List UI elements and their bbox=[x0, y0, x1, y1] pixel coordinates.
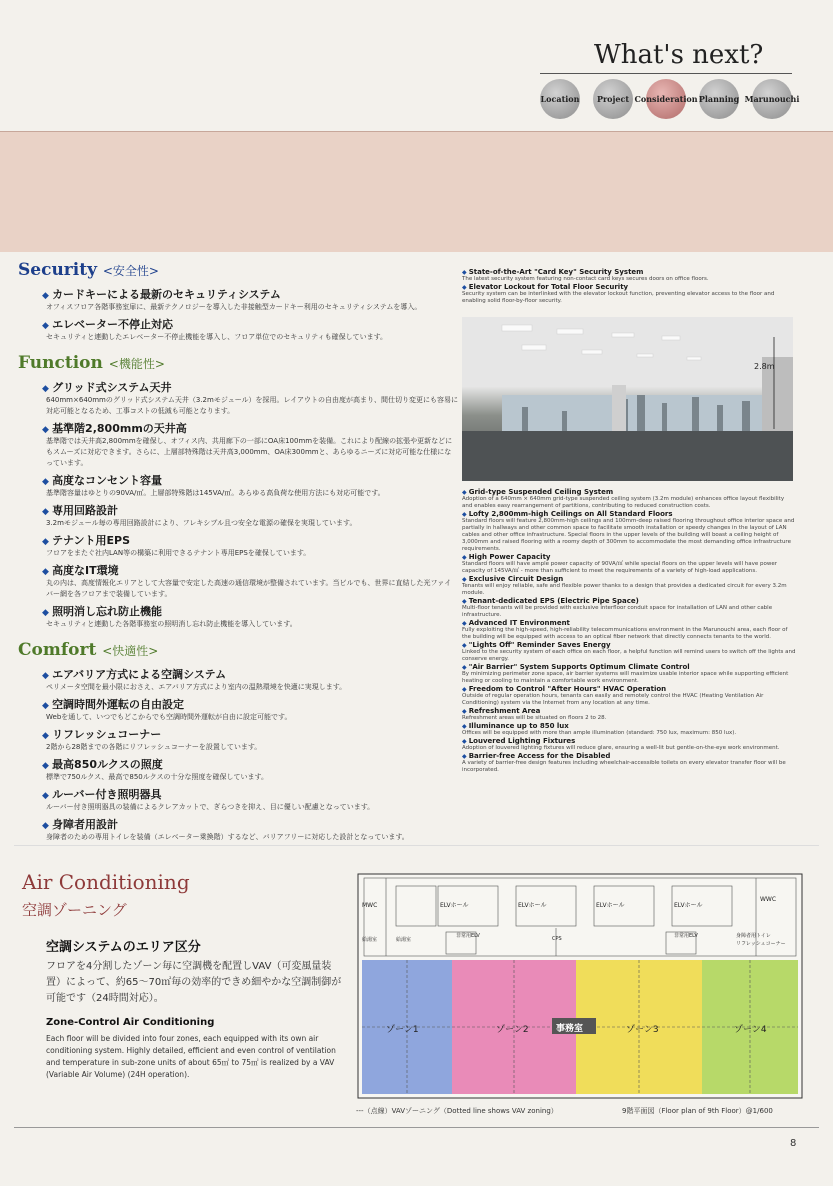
zoning-heading-en: Zone-Control Air Conditioning bbox=[46, 1017, 215, 1028]
list-item-desc: フロアをまたぐ社内LAN等の構築に利用できるテナント専用EPSを確保しています。 bbox=[46, 549, 311, 557]
decorative-band bbox=[0, 131, 833, 252]
feature-desc: Standard floors will have ample power capacity of 90VA/㎡ while special floors on the upper levels will have power capacity of 145VA/㎡ - more than sufficient to meet the requirements of a variety of high-load applications. bbox=[462, 561, 778, 574]
list-item-title: ◆ リフレッシュコーナー bbox=[42, 726, 458, 742]
feature-desc: By minimizing perimeter zone space, air barrier systems will maximize usable interior space while supporting efficient heating or cooling to maintain a comfortable work environment. bbox=[462, 671, 789, 684]
plan-label-kitchen: 給湯室 bbox=[362, 937, 378, 943]
list-item-title: ◆ 身障者用設計 bbox=[42, 816, 458, 832]
plan-label-refresh-corner: リフレッシュコーナー bbox=[736, 941, 786, 947]
list-item-title: ◆ 基準階2,800mmの天井高 bbox=[42, 420, 458, 436]
nav-location[interactable]: Location bbox=[540, 79, 580, 119]
nav-consideration[interactable]: Consideration bbox=[646, 79, 686, 119]
feature-desc: Security system can be interlinked with the elevator lockout function, preventing elevator access to the floor and enabling solid floor-by-floor security. bbox=[462, 291, 775, 304]
plan-label-emergency-elv: 非常用ELV bbox=[456, 933, 480, 939]
floor-plan-drawing bbox=[356, 872, 804, 1102]
nav-project[interactable]: Project bbox=[593, 79, 633, 119]
feature-title: ◆ Exclusive Circuit Design bbox=[462, 575, 796, 583]
feature-title: ◆ Advanced IT Environment bbox=[462, 619, 796, 627]
page-number: 8 bbox=[790, 1138, 797, 1149]
list-item-desc: 身障者のための専用トイレを装備（エレベーター乗換階）するなど、バリアフリーに対応した設計となっています。 bbox=[46, 833, 409, 841]
zoning-heading-jp: 空調システムのエリア区分 bbox=[46, 940, 201, 955]
list-item-desc: 基準階容量はゆとりの90VA/㎡。上層部特殊階は145VA/㎡。あらゆる高負荷な使用方法にも対応可能です。 bbox=[46, 489, 385, 497]
feature-desc: Refreshment areas will be situated on floors 2 to 28. bbox=[462, 715, 607, 721]
list-item-title: ◆ テナント用EPS bbox=[42, 532, 458, 548]
comfort-list bbox=[42, 666, 458, 843]
list-item-desc: セキュリティと連動したエレベーター不停止機能を導入し、フロア単位でのセキュリティも確保しています。 bbox=[46, 333, 388, 341]
nav-planning[interactable]: Planning bbox=[699, 79, 739, 119]
feature-title: ◆ High Power Capacity bbox=[462, 553, 796, 561]
feature-desc: Tenants will enjoy reliable, safe and flexible power thanks to a design that provides a dedicated circuit for every 3.2m module. bbox=[462, 583, 787, 596]
section-nav bbox=[540, 79, 800, 119]
feature-desc: Adoption of louvered lighting fixtures will reduce glare, ensuring a well-lit but gentle-on-the-eye work environment. bbox=[462, 745, 780, 751]
feature-desc: Fully exploiting the high-speed, high-reliability telecommunications environment in the Marunouchi area, each floor of the building will be equipped with access to an optical fiber network that directly connects tenants to the world. bbox=[462, 627, 788, 640]
security-list bbox=[42, 286, 458, 343]
right-feature-list bbox=[462, 488, 796, 774]
zone-4-label: ゾーン4 bbox=[734, 1025, 767, 1035]
list-item-desc: 丸の内は、高度情報化エリアとして大容量で安定した高速の通信環境が整備されています。当ビルでも、世界に直結した光ファイバー網を各フロアまで装備しています。 bbox=[46, 579, 452, 598]
list-item-title: ◆ ルーバー付き照明器具 bbox=[42, 786, 458, 802]
plan-label-kitchen: 給湯室 bbox=[396, 937, 412, 943]
plan-label-elv-hall: ELVホール bbox=[596, 902, 625, 909]
feature-title: ◆ "Air Barrier" System Supports Optimum Climate Control bbox=[462, 663, 796, 671]
list-item-desc: ルーバー付き照明器具の装備によるクレアカットで、ぎらつきを抑え、目に優しい配慮となっています。 bbox=[46, 803, 375, 811]
nav-marunouchi[interactable]: Marunouchi bbox=[752, 79, 792, 119]
plan-label-emergency-elv: 非常用ELV bbox=[674, 933, 698, 939]
feature-desc: The latest security system featuring non-contact card keys secures doors on office floors. bbox=[462, 276, 709, 282]
plan-label-mwc: MWC bbox=[362, 902, 378, 909]
plan-label-cps: CPS bbox=[552, 936, 562, 942]
right-top-text bbox=[462, 268, 794, 305]
feature-title: ◆ Louvered Lighting Fixtures bbox=[462, 737, 796, 745]
security-heading: Security <安全性> bbox=[18, 260, 159, 280]
zone-1-label: ゾーン1 bbox=[386, 1025, 419, 1035]
plan-label-elv-hall: ELVホール bbox=[674, 902, 703, 909]
zoning-desc-en: Each floor will be divided into four zones, each equipped with its own air conditioning system. Highly detailed, efficient and even control of ventilation and temperature in sub-zone units of about 65㎡ to 75㎡ is realized by a VAV (Variable Air Volume) (24H operation). bbox=[46, 1034, 336, 1079]
header-rule bbox=[540, 73, 792, 74]
plan-caption: 9階平面図（Floor plan of 9th Floor）@1/600 bbox=[622, 1107, 773, 1115]
list-item-title: ◆ 専用回路設計 bbox=[42, 502, 458, 518]
feature-title: ◆ Freedom to Control "After Hours" HVAC Operation bbox=[462, 685, 796, 693]
floor-plan bbox=[356, 872, 804, 1102]
office-interior-photo bbox=[462, 317, 793, 481]
feature-title: ◆ "Lights Off" Reminder Saves Energy bbox=[462, 641, 796, 649]
plan-label-elv-hall: ELVホール bbox=[518, 902, 547, 909]
list-item-title: ◆ グリッド式システム天井 bbox=[42, 379, 458, 395]
feature-title: ◆ Barrier-free Access for the Disabled bbox=[462, 752, 796, 760]
list-item-desc: セキュリティと連動した各階事務室の照明消し忘れ防止機能を導入しています。 bbox=[46, 620, 297, 628]
feature-desc: Outside of regular operation hours, tenants can easily and remotely control the HVAC (Heating Ventilation Air Conditioning) system via the Internet from any location at any time. bbox=[462, 693, 764, 706]
list-item-desc: Webを通して、いつでもどこからでも空調時間外運転が自由に設定可能です。 bbox=[46, 713, 292, 721]
comfort-heading: Comfort <快適性> bbox=[18, 640, 159, 660]
feature-desc: Adoption of a 640mm × 640mm grid-type suspended ceiling system (3.2m module) enhances office layout flexibility and enables easy rearrangement of partitions, contributing to reduced construction costs. bbox=[462, 496, 785, 509]
zone-2-label: ゾーン2 bbox=[496, 1025, 529, 1035]
list-item-title: ◆ 空調時間外運転の自由設定 bbox=[42, 696, 458, 712]
office-label: 事務室 bbox=[556, 1024, 584, 1034]
list-item-desc: 標準で750ルクス、最高で850ルクスの十分な照度を確保しています。 bbox=[46, 773, 268, 781]
list-item-desc: 640mm×640mmのグリッド式システム天井（3.2mモジュール）を採用。レイアウトの自由度が高まり、間仕切り変更にも容易に対応可能となるため、工事コストの低減も可能となります。 bbox=[46, 396, 458, 415]
air-conditioning-title-jp: 空調ゾーニング bbox=[22, 901, 127, 919]
ceiling-height-label: 2.8m bbox=[754, 362, 775, 371]
list-item-title: ◆ 高度なコンセント容量 bbox=[42, 472, 458, 488]
list-item-title: ◆ 照明消し忘れ防止機能 bbox=[42, 603, 458, 619]
feature-title: ◆ State-of-the-Art "Card Key" Security System bbox=[462, 268, 794, 276]
page-heading: What's next? bbox=[594, 40, 764, 70]
function-list bbox=[42, 379, 458, 630]
feature-title: ◆ Illuminance up to 850 lux bbox=[462, 722, 796, 730]
list-item-desc: ペリメータ空間を最小限におさえ、エアバリア方式により室内の温熱環境を快適に実現します。 bbox=[46, 683, 347, 691]
air-conditioning-text bbox=[46, 936, 342, 1081]
list-item-title: ◆ カードキーによる最新のセキュリティシステム bbox=[42, 286, 458, 302]
function-heading: Function <機能性> bbox=[18, 353, 165, 373]
feature-desc: Standard floors will feature 2,800mm-high ceilings and 100mm-deep raised flooring throughout office interior space and partially in hallways and other common space to facilitate smooth installation or speedy changes in the layout of LAN cables and other office infrastructure. Special floors in the upper levels of the building will boast a ceiling height of 3,000mm and raised flooring with a roomy depth of 300mm to accommodate the most demanding office infrastructure requirements. bbox=[462, 518, 795, 552]
list-item-title: ◆ 最高850ルクスの照度 bbox=[42, 756, 458, 772]
list-item-desc: 2階から28階までの各階にリフレッシュコーナーを設置しています。 bbox=[46, 743, 262, 751]
feature-title: ◆ Grid-type Suspended Ceiling System bbox=[462, 488, 796, 496]
section-divider bbox=[14, 845, 819, 846]
feature-title: ◆ Refreshment Area bbox=[462, 707, 796, 715]
list-item-title: ◆ 高度なIT環境 bbox=[42, 562, 458, 578]
list-item-title: ◆ エアバリア方式による空調システム bbox=[42, 666, 458, 682]
feature-title: ◆ Elevator Lockout for Total Floor Security bbox=[462, 283, 794, 291]
list-item-desc: 基準階では天井高2,800mmを確保し、オフィス内、共用廊下の一部にOA床100mmを装備。これにより配線の拡張や更新などにもスムーズに対応できます。さらに、上層部特殊階は天井高3,000mm、OA床300mmと、あらゆるニーズに対応可能な仕様になっています。 bbox=[46, 437, 453, 467]
plan-label-accessible-toilet: 身障者用トイレ bbox=[736, 933, 771, 939]
feature-desc: Multi-floor tenants will be provided with exclusive interfloor conduit space for installation of LAN and other cable infrastructure. bbox=[462, 605, 773, 618]
feature-title: ◆ Lofty 2,800mm-high Ceilings on All Standard Floors bbox=[462, 510, 796, 518]
feature-desc: Linked to the security system of each office on each floor, a helpful function will remind users to switch off the lights and conserve energy. bbox=[462, 649, 796, 662]
plan-legend: ---（点線）VAVゾーニング（Dotted line shows VAV zoning） bbox=[356, 1107, 558, 1115]
footer-rule bbox=[14, 1127, 819, 1128]
plan-label-wwc: WWC bbox=[760, 896, 777, 903]
zoning-desc-jp: フロアを4分割したゾーン毎に空調機を配置しVAV（可変風量装置）によって、約65〜70㎡毎の効率的できめ細やかな空調制御が可能です（24時間対応）。 bbox=[46, 961, 342, 1004]
left-column bbox=[18, 260, 458, 843]
plan-label-elv-hall: ELVホール bbox=[440, 902, 469, 909]
list-item-desc: オフィスフロア各階事務室扉に、最新テクノロジーを導入した非接触型カードキー利用のセキュリティシステムを導入。 bbox=[46, 303, 422, 311]
feature-desc: A variety of barrier-free design features including wheelchair-accessible toilets on every elevator transfer floor will be incorporated. bbox=[462, 760, 786, 773]
list-item-title: ◆ エレベーター不停止対応 bbox=[42, 316, 458, 332]
air-conditioning-title: Air Conditioning bbox=[22, 870, 190, 894]
list-item-desc: 3.2mモジュール毎の専用回路設計により、フレキシブル且つ安全な電源の確保を実現しています。 bbox=[46, 519, 357, 527]
zone-3-label: ゾーン3 bbox=[626, 1025, 659, 1035]
feature-desc: Offices will be equipped with more than ample illumination (standard: 750 lux, maximum: 850 lux). bbox=[462, 730, 737, 736]
feature-title: ◆ Tenant-dedicated EPS (Electric Pipe Space) bbox=[462, 597, 796, 605]
